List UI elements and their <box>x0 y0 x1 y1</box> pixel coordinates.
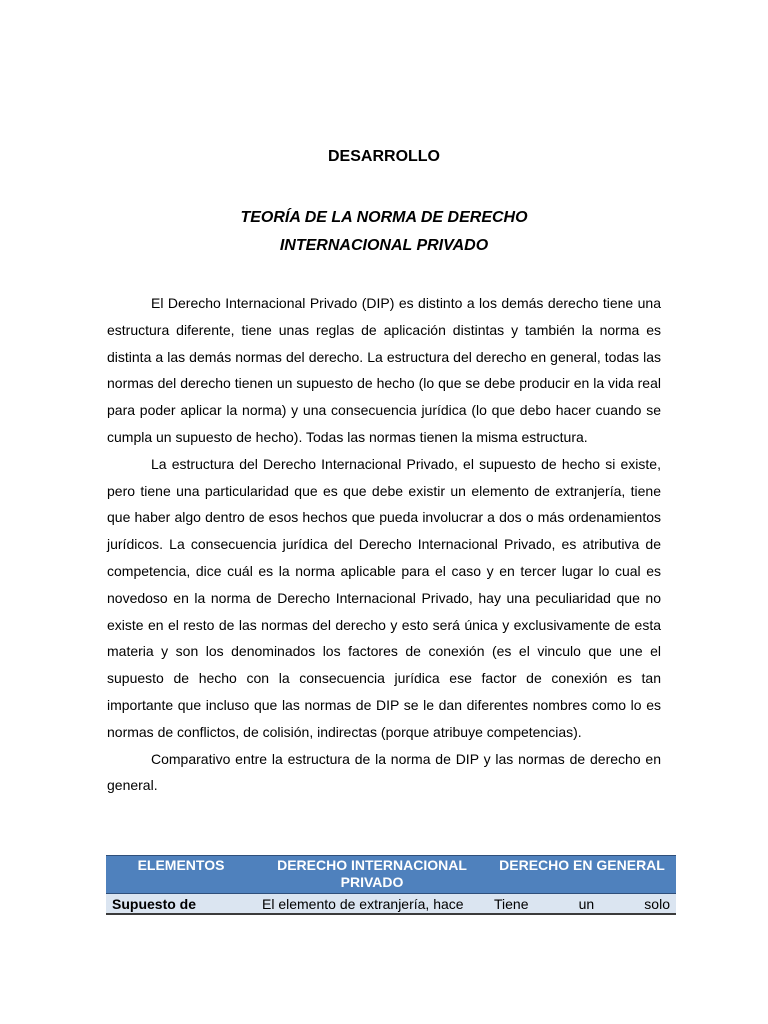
table-cell-element: Supuesto de <box>106 894 256 915</box>
table-row <box>106 894 676 915</box>
column-header-dip: DERECHO INTERNACIONAL PRIVADO <box>256 856 488 894</box>
column-header-derecho-general: DERECHO EN GENERAL <box>488 856 676 894</box>
table-cell-general: Tiene un solo <box>488 894 676 915</box>
document-title <box>0 204 768 260</box>
table-cell-dip: El elemento de extranjería, hace <box>256 894 488 915</box>
paragraph-intro: El Derecho Internacional Privado (DIP) es distinto a los demás derecho tiene una estructura diferente, tiene unas reglas de aplicación distintas y también la norma es distinta a las demás normas del derecho. La estructura del derecho en general, todas las normas del derecho tienen un supuesto de hecho (lo que se debe producir en la vida real para poder aplicar la norma) y una consecuencia jurídica (lo que debo hacer cuando se cumpla un supuesto de hecho). Todas las normas tienen la misma estructura. <box>107 295 661 445</box>
column-header-elementos: ELEMENTOS <box>106 856 256 894</box>
paragraph-comparison-intro: Comparativo entre la estructura de la norma de DIP y las normas de derecho en general. <box>107 750 661 794</box>
comparison-table <box>106 855 676 915</box>
paragraph-dip-structure: La estructura del Derecho Internacional Privado, el supuesto de hecho si existe, pero tiene una particularidad que es que debe existir un elemento de extranjería, tiene que haber algo dentro de esos hechos que pueda involucrar a dos o más ordenamientos jurídicos. La consecuencia jurídica del Derecho Internacional Privado, es atributiva de competencia, dice cuál es la norma aplicable para el caso y en tercer lugar lo cual es novedoso en la norma de Derecho Internacional Privado, hay una peculiaridad que no existe en el resto de las normas del derecho y esto será única y exclusivamente de esta materia y son los denominados los factores de conexión (es el vinculo que une el supuesto de hecho con la consecuencia jurídica ese factor de conexión es tan importante que incluso que las normas de DIP se le dan diferentes nombres como lo es normas de conflictos, de colisión, indirectas (porque atribuye competencias). <box>107 455 661 740</box>
section-heading: DESARROLLO <box>328 148 440 165</box>
document-title-line-2: INTERNACIONAL PRIVADO <box>279 237 489 254</box>
body-text <box>107 290 661 799</box>
document-title-line-1: TEORÍA DE LA NORMA DE DERECHO <box>240 209 528 226</box>
table-header-row <box>106 856 676 894</box>
